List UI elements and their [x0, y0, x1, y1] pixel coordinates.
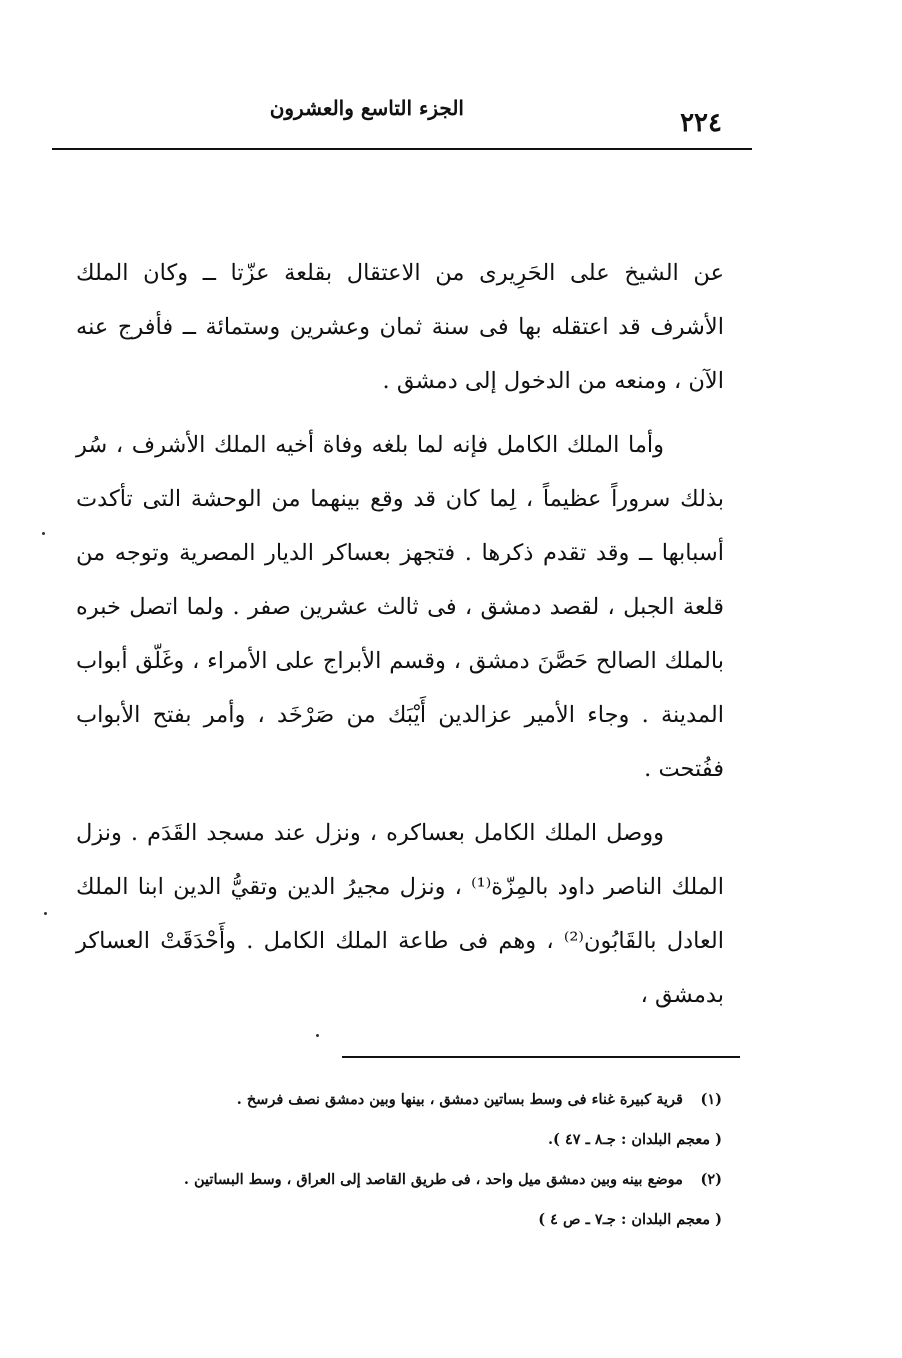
- footnote-2-source: ( معجم البلدان : جـ٧ ـ ص ٤ ): [538, 1211, 722, 1228]
- main-text: [76, 246, 724, 1022]
- footnote-separator: [342, 1056, 740, 1058]
- paragraph-3: ووصل الملك الكامل بعساكره ، ونزل عند مسجد القَدَم . ونزل الملك الناصر داود بالمِزّة⁽¹⁾ ، ونزل مجيرُ الدين وتقيُّ الدين ابنا الملك العادل بالقَابُون⁽²⁾ ، وهم فى طاعة الملك الكامل . وأَحْدَقَتْ العساكر بدمشق ،: [76, 820, 725, 1008]
- paragraph-2: وأما الملك الكامل فإنه لما بلغه وفاة أخيه الملك الأشرف ، سُر بذلك سروراً عظيماً ، لِما كان قد وقع بينهما من الوحشة التى تأكدت أسبابها ــ وقد تقدم ذكرها . فتجهز بعساكر الديار المصرية وتوجه من قلعة الجبل ، لقصد دمشق ، فى ثالث عشرين صفر . ولما اتصل خبره بالملك الصالح حَصَّنَ دمشق ، وقسم الأبراج على الأمراء ، وغَلّق أبواب المدينة . وجاء الأمير عزالدين أَيْبَك من صَرْخَد ، وأمر بفتح الأبواب ففُتحت .: [76, 432, 724, 782]
- header-rule: [52, 148, 752, 150]
- footnote-1-source: ( معجم البلدان : جـ٨ ـ ٤٧ ).: [547, 1131, 722, 1148]
- paragraph-1: عن الشيخ على الحَرِيرى من الاعتقال بقلعة عزّتا ــ وكان الملك الأشرف قد اعتقله بها فى سنة ثمان وعشرين وستمائة ــ فأفرج عنه الآن ، ومنعه من الدخول إلى دمشق .: [76, 260, 724, 394]
- footnotes: [120, 1080, 722, 1240]
- footnote-1-text: قرية كبيرة غناء فى وسط بساتين دمشق ، بينها وبين دمشق نصف فرسخ .: [236, 1091, 683, 1108]
- footnote-1-number: (١): [700, 1091, 722, 1108]
- speck: [42, 532, 45, 535]
- footnote-1: [120, 1080, 722, 1120]
- footnote-2: [120, 1160, 722, 1200]
- page-number: ٢٢٤: [680, 108, 722, 138]
- running-title: الجزء التاسع والعشرون: [269, 96, 464, 120]
- footnote-2-text: موضع بينه وبين دمشق ميل واحد ، فى طريق القاصد إلى العراق ، وسط البساتين .: [183, 1171, 683, 1188]
- speck: [316, 1034, 319, 1037]
- footnote-2-number: (٢): [700, 1171, 722, 1188]
- speck: [44, 912, 47, 915]
- page-header: [52, 88, 752, 146]
